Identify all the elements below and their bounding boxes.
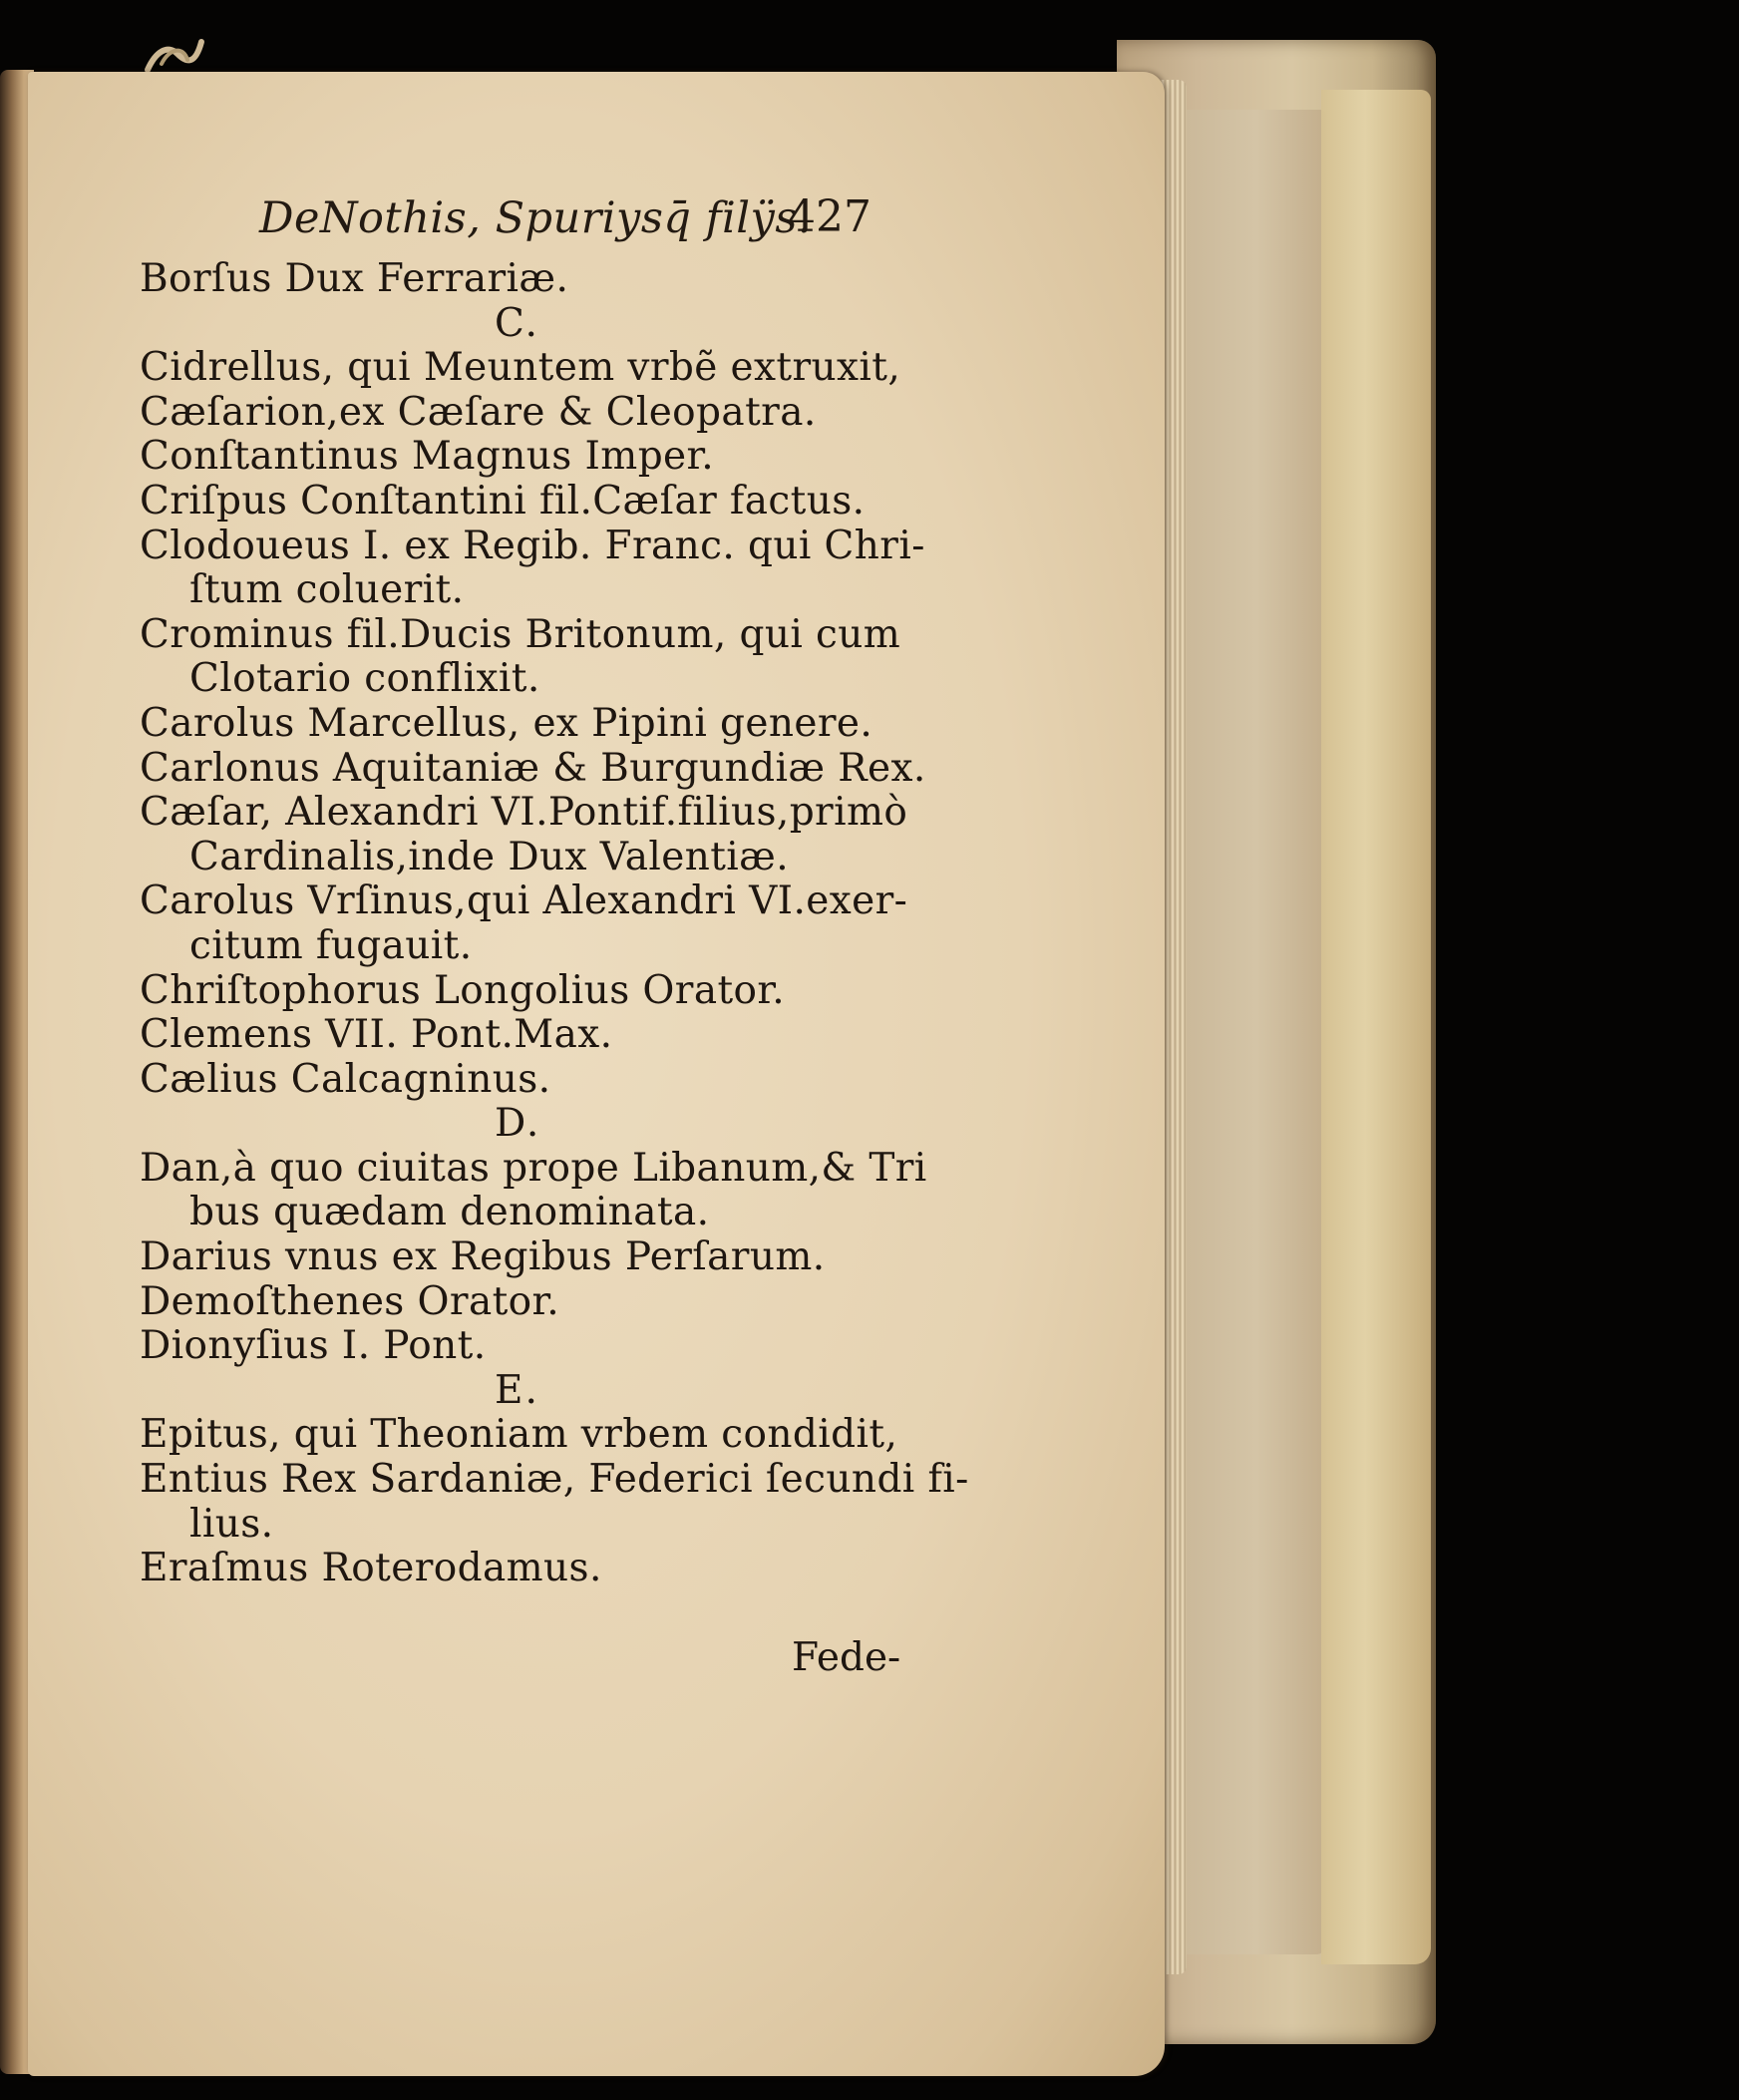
index-entry: Eraſmus Roterodamus. [140,1546,602,1591]
page-text [28,72,1165,2076]
index-entry: Carolus Marcellus, ex Pipini genere. [140,700,873,746]
index-entry: Cidrellus, qui Meuntem vrbẽ extruxit, [140,345,901,391]
index-entry-continuation: ſtum coluerit. [189,567,465,613]
index-entry: Chriſtophorus Longolius Orator. [140,967,785,1013]
index-entry: Cæſarion,ex Cæſare & Cleopatra. [140,389,817,435]
index-entry: Entius Rex Sardaniæ, Federici ſecundi fi- [140,1457,969,1503]
page-number: 427 [788,191,871,242]
index-entry: Carolus Vrſinus,qui Alexandri VI.exer- [140,878,908,924]
index-entry: Criſpus Conſtantini fil.Cæſar factus. [140,478,866,524]
index-entry: Carlonus Aquitaniæ & Burgundiæ Rex. [140,745,926,791]
running-head: DeNothis, Spuriysq̄ filÿs. [259,193,813,243]
section-letter: D. [495,1101,541,1147]
index-entry: Dan,à quo ciuitas prope Libanum,& Tri [140,1145,927,1191]
index-entry: Cælius Calcagninus. [140,1056,551,1102]
index-entry: Clodoueus I. ex Regib. Franc. qui Chri- [140,523,925,568]
index-entry: Darius vnus ex Regibus Perſarum. [140,1234,826,1280]
index-entry-continuation: Clotario conflixit. [189,656,540,702]
index-entry-continuation: lius. [189,1501,274,1547]
index-entry-continuation: bus quædam denominata. [189,1190,710,1235]
index-entry-continuation: citum fugauit. [189,922,473,968]
section-letter: C. [495,300,539,346]
index-entry: Epitus, qui Theoniam vrbem condidit, [140,1412,898,1458]
index-entry-continuation: Cardinalis,inde Dux Valentiæ. [189,834,790,879]
catchword: Fede- [792,1635,901,1680]
underlying-sheet [1187,110,1326,1954]
vellum-fold [1321,90,1431,1964]
string-tie-icon [138,34,207,74]
index-entry: Dionyſius I. Pont. [140,1323,487,1369]
index-entry: Crominus fil.Ducis Britonum, qui cum [140,611,901,657]
index-entry: Cæſar, Alexandri VI.Pontif.filius,primò [140,790,908,836]
index-entries [140,257,1137,1591]
index-entry: Clemens VII. Pont.Max. [140,1012,613,1058]
index-entry: Conſtantinus Magnus Imper. [140,434,715,480]
section-letter: E. [495,1367,539,1413]
index-entry: Demoſthenes Orator. [140,1278,560,1324]
book-page [28,72,1165,2076]
index-entry: Borſus Dux Ferrariæ. [140,256,569,301]
